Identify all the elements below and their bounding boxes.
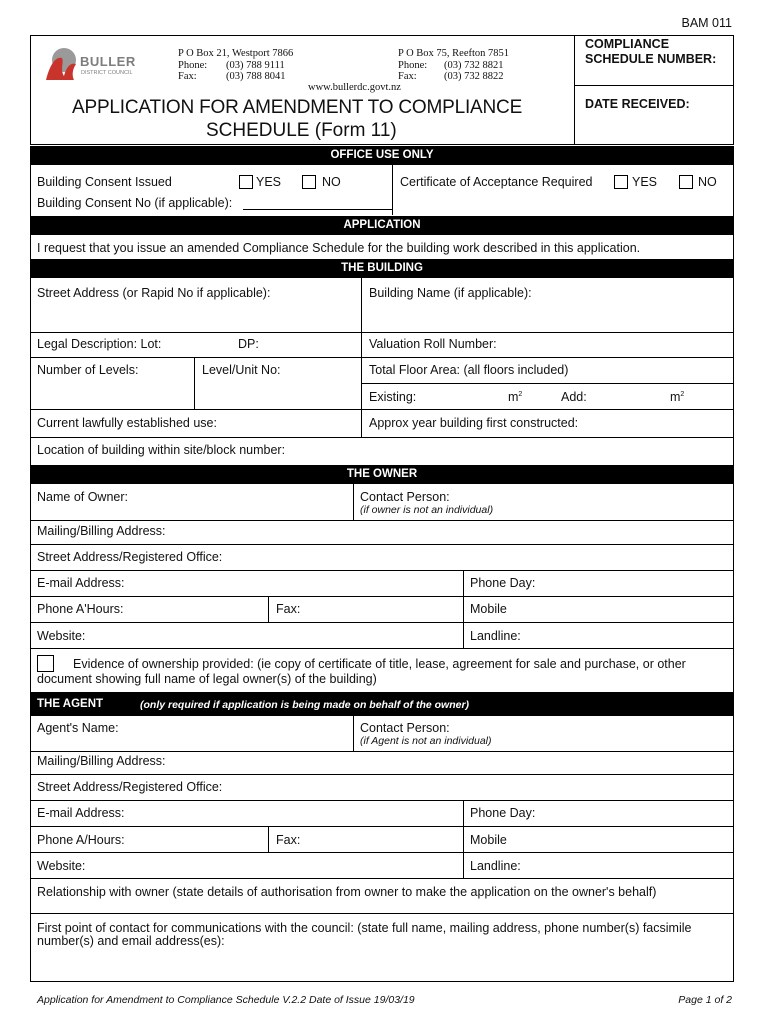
reefton-fax: (03) 732 8822 xyxy=(444,71,504,82)
row-line xyxy=(30,596,734,597)
agent-header-note: (only required if application is being made on behalf of the owner) xyxy=(140,699,470,711)
building-location-label[interactable]: Location of building within site/block number: xyxy=(37,443,286,457)
agent-fax-label[interactable]: Fax: xyxy=(276,833,301,847)
building-header: THE BUILDING xyxy=(30,259,734,278)
westport-fax: (03) 788 8041 xyxy=(226,71,286,82)
page-title-line2: SCHEDULE (Form 11) xyxy=(206,120,397,141)
consent-yes-checkbox[interactable] xyxy=(239,175,253,189)
owner-header: THE OWNER xyxy=(30,465,734,484)
building-consent-issued-label: Building Consent Issued xyxy=(37,175,172,189)
row-line xyxy=(30,622,734,623)
agent-contact-label[interactable]: Contact Person: xyxy=(360,721,450,735)
row-line xyxy=(30,409,734,410)
owner-phone-day-label[interactable]: Phone Day: xyxy=(470,576,536,590)
owner-fax-label[interactable]: Fax: xyxy=(276,602,301,616)
row-line xyxy=(30,826,734,827)
application-header: APPLICATION xyxy=(30,216,734,235)
row-line xyxy=(30,648,734,649)
office-divider xyxy=(392,165,393,215)
legal-lot-label[interactable]: Legal Description: Lot: xyxy=(37,337,162,351)
owner-mailing-label[interactable]: Mailing/Billing Address: xyxy=(37,524,166,538)
owner-email-label[interactable]: E-mail Address: xyxy=(37,576,125,590)
schedule-number-label-2: SCHEDULE NUMBER: xyxy=(585,52,717,66)
building-consent-no-field[interactable] xyxy=(243,209,392,210)
unit-m: m xyxy=(508,390,519,404)
owner-contact-label[interactable]: Contact Person: xyxy=(360,490,450,504)
certificate-yes-label: YES xyxy=(632,175,658,189)
row-line xyxy=(30,332,734,333)
westport-phone-label: Phone: xyxy=(178,60,208,71)
owner-name-label[interactable]: Name of Owner: xyxy=(37,490,129,504)
existing-area-label[interactable]: Existing: xyxy=(369,390,417,404)
owner-col-divider xyxy=(353,484,354,521)
westport-po-box: P O Box 21, Westport 7866 xyxy=(178,48,294,59)
add-area-label[interactable]: Add: xyxy=(561,390,587,404)
agent-email-label[interactable]: E-mail Address: xyxy=(37,806,125,820)
date-received-label: DATE RECEIVED: xyxy=(585,97,690,111)
logo-sub: DISTRICT COUNCIL xyxy=(81,70,133,76)
certificate-no-label: NO xyxy=(698,175,717,189)
valuation-roll-label[interactable]: Valuation Roll Number: xyxy=(369,337,497,351)
owner-phone-ah-label[interactable]: Phone A'Hours: xyxy=(37,602,124,616)
agent-phone-ah-label[interactable]: Phone A/Hours: xyxy=(37,833,125,847)
reefton-po-box: P O Box 75, Reefton 7851 xyxy=(398,48,510,59)
agent-name-label[interactable]: Agent's Name: xyxy=(37,721,119,735)
agent-contact-note: (if Agent is not an individual) xyxy=(360,735,492,747)
evidence-checkbox[interactable] xyxy=(37,655,54,672)
agent-col-divider xyxy=(353,716,354,752)
row-line xyxy=(30,437,734,438)
row-line xyxy=(361,383,734,384)
agent-phone-day-label[interactable]: Phone Day: xyxy=(470,806,536,820)
year-constructed-label[interactable]: Approx year building first constructed: xyxy=(369,416,579,430)
unit-sup: 2 xyxy=(680,390,685,398)
row-line xyxy=(30,800,734,801)
schedule-number-label-1: COMPLIANCE xyxy=(585,37,670,51)
building-name-label[interactable]: Building Name (if applicable): xyxy=(369,286,532,300)
row-line xyxy=(30,544,734,545)
council-website: www.bullerdc.govt.nz xyxy=(308,82,401,93)
total-floor-area-label: Total Floor Area: (all floors included) xyxy=(369,363,569,377)
office-use-header: OFFICE USE ONLY xyxy=(30,146,734,165)
buller-logo-icon xyxy=(44,46,80,84)
logo-name: BULLER xyxy=(80,54,136,69)
row-line xyxy=(30,357,734,358)
owner-contact-note: (if owner is not an individual) xyxy=(360,504,494,516)
form-code: BAM 011 xyxy=(681,16,732,30)
owner-fax-divider xyxy=(268,596,269,622)
page-title-line1: APPLICATION FOR AMENDMENT TO COMPLIANCE xyxy=(72,97,523,118)
evidence-text-1: Evidence of ownership provided: (ie copy of certificate of title, lease, agreement for sale and purchase, or other xyxy=(73,657,686,671)
agent-mobile-label[interactable]: Mobile xyxy=(470,833,507,847)
westport-phone: (03) 788 9111 xyxy=(226,60,285,71)
first-contact-label-2: number(s) and email address(es): xyxy=(37,934,225,948)
owner-mobile-label[interactable]: Mobile xyxy=(470,602,507,616)
levels-divider xyxy=(194,357,195,409)
consent-no-checkbox[interactable] xyxy=(302,175,316,189)
add-unit xyxy=(670,390,684,404)
certificate-no-checkbox[interactable] xyxy=(679,175,693,189)
first-contact-label-1[interactable]: First point of contact for communications with the council: (state full name, mailing address, phone number(s) facsimile xyxy=(37,921,692,935)
street-address-label[interactable]: Street Address (or Rapid No if applicable): xyxy=(37,286,271,300)
row-line xyxy=(30,774,734,775)
council-logo xyxy=(44,46,134,86)
reefton-phone: (03) 732 8821 xyxy=(444,60,504,71)
relationship-label[interactable]: Relationship with owner (state details of authorisation from owner to make the application on the owner's behalf) xyxy=(37,885,657,899)
agent-right-divider xyxy=(463,800,464,878)
row-line xyxy=(30,751,734,752)
footer-page: Page 1 of 2 xyxy=(678,994,732,1006)
westport-fax-label: Fax: xyxy=(178,71,197,82)
dp-label[interactable]: DP: xyxy=(238,337,259,351)
owner-website-label[interactable]: Website: xyxy=(37,629,86,643)
agent-website-label[interactable]: Website: xyxy=(37,859,86,873)
header-side-divider xyxy=(574,85,734,86)
row-line xyxy=(30,520,734,521)
reefton-phone-label: Phone: xyxy=(398,60,428,71)
header-divider xyxy=(574,35,575,145)
certificate-required-label: Certificate of Acceptance Required xyxy=(400,175,593,189)
evidence-text-2: document showing full name of legal owner(s) of the building) xyxy=(37,672,377,686)
row-line xyxy=(30,913,734,914)
owner-street-label[interactable]: Street Address/Registered Office: xyxy=(37,550,223,564)
consent-no-label: NO xyxy=(322,175,341,189)
agent-header: THE AGENT xyxy=(37,698,104,710)
consent-yes-label: YES xyxy=(256,175,282,189)
row-line xyxy=(30,570,734,571)
certificate-yes-checkbox[interactable] xyxy=(614,175,628,189)
level-unit-label[interactable]: Level/Unit No: xyxy=(202,363,281,377)
application-request-text: I request that you issue an amended Compliance Schedule for the building work described in this application. xyxy=(37,241,641,255)
row-line xyxy=(30,852,734,853)
building-consent-no-label: Building Consent No (if applicable): xyxy=(37,196,233,210)
agent-street-label[interactable]: Street Address/Registered Office: xyxy=(37,780,223,794)
building-col-divider xyxy=(361,278,362,438)
agent-mailing-label[interactable]: Mailing/Billing Address: xyxy=(37,754,166,768)
owner-right-divider xyxy=(463,570,464,648)
row-line xyxy=(30,878,734,879)
owner-landline-label[interactable]: Landline: xyxy=(470,629,521,643)
reefton-fax-label: Fax: xyxy=(398,71,417,82)
agent-fax-divider xyxy=(268,826,269,852)
existing-unit xyxy=(508,390,522,404)
number-of-levels-label[interactable]: Number of Levels: xyxy=(37,363,139,377)
unit-m: m xyxy=(670,390,681,404)
footer-version: Application for Amendment to Compliance Schedule V.2.2 Date of Issue 19/03/19 xyxy=(37,994,415,1006)
agent-landline-label[interactable]: Landline: xyxy=(470,859,521,873)
current-use-label[interactable]: Current lawfully established use: xyxy=(37,416,217,430)
unit-sup: 2 xyxy=(518,390,523,398)
